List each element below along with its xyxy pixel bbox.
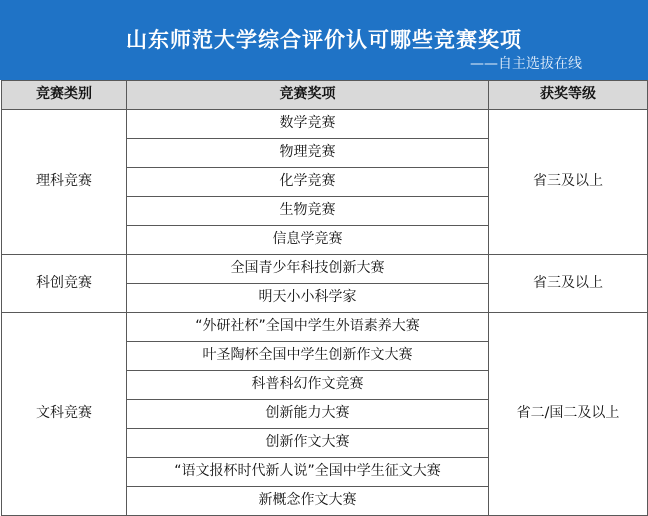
column-header-level: 获奖等级 bbox=[489, 81, 648, 110]
category-cell: 科创竞赛 bbox=[2, 255, 127, 313]
award-cell: 新概念作文大赛 bbox=[127, 487, 489, 516]
award-cell: 全国青少年科技创新大赛 bbox=[127, 255, 489, 284]
level-cell: 省三及以上 bbox=[489, 110, 648, 255]
award-cell: 生物竞赛 bbox=[127, 197, 489, 226]
award-cell: 叶圣陶杯全国中学生创新作文大赛 bbox=[127, 342, 489, 371]
award-cell: 明天小小科学家 bbox=[127, 284, 489, 313]
award-cell: “语文报杯时代新人说”全国中学生征文大赛 bbox=[127, 458, 489, 487]
award-cell: 化学竞赛 bbox=[127, 168, 489, 197]
award-cell: 科普科幻作文竞赛 bbox=[127, 371, 489, 400]
level-cell: 省二/国二及以上 bbox=[489, 313, 648, 516]
table-row bbox=[2, 255, 648, 284]
award-cell: “外研社杯”全国中学生外语素养大赛 bbox=[127, 313, 489, 342]
column-header-category: 竞赛类别 bbox=[2, 81, 127, 110]
title-banner bbox=[0, 0, 648, 80]
awards-table bbox=[1, 80, 648, 516]
award-cell: 数学竞赛 bbox=[127, 110, 489, 139]
award-cell: 创新作文大赛 bbox=[127, 429, 489, 458]
page-subtitle: ——自主选拔在线 bbox=[470, 56, 582, 72]
column-header-award: 竞赛奖项 bbox=[127, 81, 489, 110]
table-row bbox=[2, 110, 648, 139]
category-cell: 文科竞赛 bbox=[2, 313, 127, 516]
category-cell: 理科竞赛 bbox=[2, 110, 127, 255]
award-cell: 物理竞赛 bbox=[127, 139, 489, 168]
award-cell: 创新能力大赛 bbox=[127, 400, 489, 429]
header-row bbox=[2, 81, 648, 110]
award-cell: 信息学竞赛 bbox=[127, 226, 489, 255]
table-row bbox=[2, 313, 648, 342]
level-cell: 省三及以上 bbox=[489, 255, 648, 313]
page-title: 山东师范大学综合评价认可哪些竞赛奖项 bbox=[126, 28, 522, 52]
